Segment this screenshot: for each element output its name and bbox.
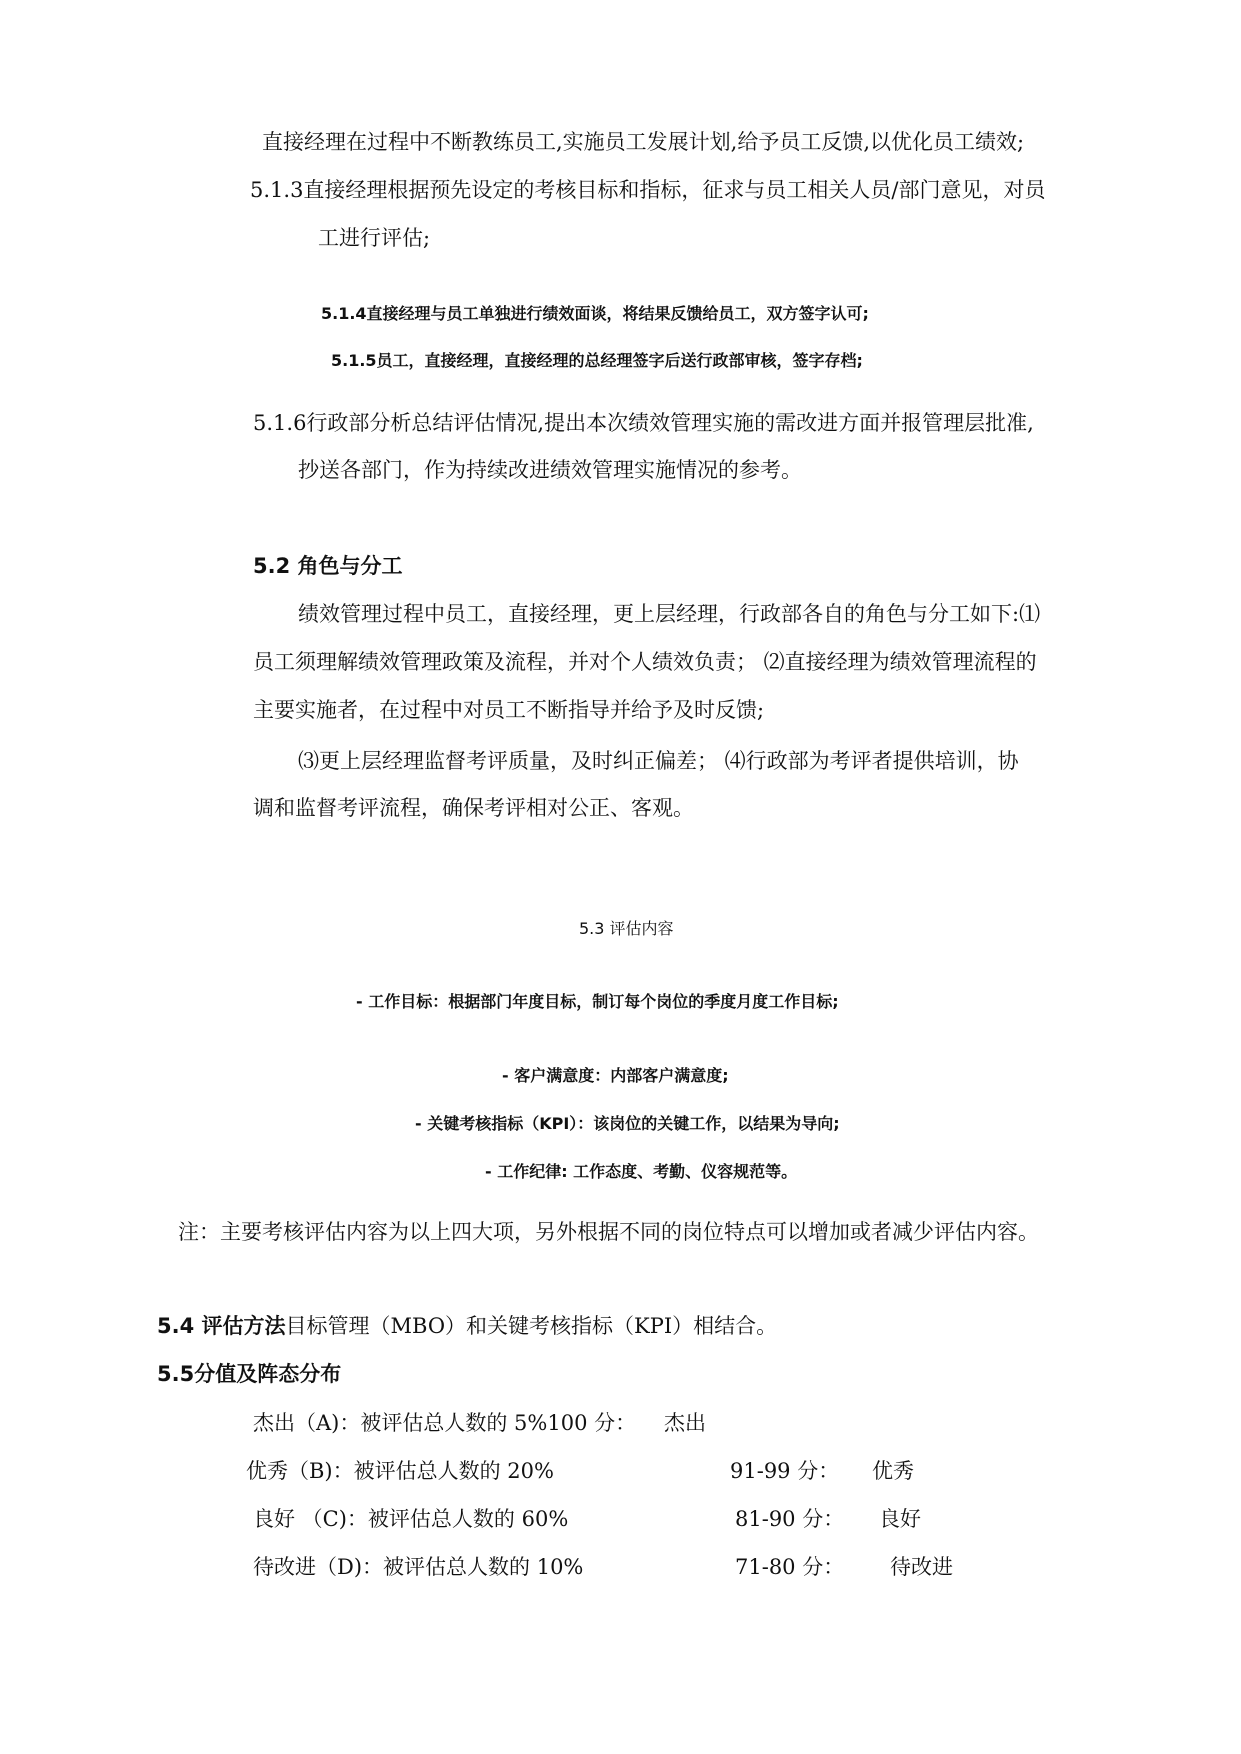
content-item-work-goals: - 工作目标：根据部门年度目标，制订每个岗位的季度月度工作目标; bbox=[356, 992, 839, 1011]
paragraph-5-1-6: 5.1.6行政部分析总结评估情况,提出本次绩效管理实施的需改进方面并报管理层批准, bbox=[253, 411, 1034, 435]
section-5-2-heading: 5.2 角色与分工 bbox=[253, 554, 403, 578]
distribution-row bbox=[0, 1557, 1241, 1581]
content-item-customer-satisfaction: - 客户满意度：内部客户满意度; bbox=[502, 1066, 729, 1085]
section-5-3-heading: 5.3 评估内容 bbox=[579, 919, 674, 938]
row-description: 优秀（B)：被评估总人数的 20% bbox=[246, 1459, 554, 1483]
section-5-4-heading: 5.4 评估方法 bbox=[157, 1314, 286, 1338]
row-label: 优秀 bbox=[872, 1459, 914, 1483]
row-description: 良好 （C)：被评估总人数的 60% bbox=[253, 1507, 569, 1531]
section-5-2-line-4: ⑶更上层经理监督考评质量，及时纠正偏差； ⑷行政部为考评者提供培训，协 bbox=[298, 749, 1019, 773]
paragraph-5-1-4: 5.1.4直接经理与员工单独进行绩效面谈，将结果反馈给员工，双方签字认可; bbox=[321, 304, 869, 323]
paragraph-5-1-3: 5.1.3直接经理根据预先设定的考核目标和指标，征求与员工相关人员/部门意见，对员 bbox=[250, 178, 1046, 202]
paragraph-5-1-6-cont: 抄送各部门，作为持续改进绩效管理实施情况的参考。 bbox=[298, 458, 802, 482]
section-5-5-heading: 5.5分值及阵态分布 bbox=[157, 1362, 342, 1386]
row-score: 81-90 分： bbox=[735, 1507, 845, 1531]
row-label: 良好 bbox=[879, 1507, 921, 1531]
row-score: 71-80 分： bbox=[735, 1555, 845, 1579]
paragraph-coaching: 直接经理在过程中不断教练员工,实施员工发展计划,给予员工反馈,以优化员工绩效; bbox=[262, 130, 1025, 154]
section-5-4-text: 目标管理（MBO）和关键考核指标（KPI）相结合。 bbox=[285, 1314, 778, 1338]
content-item-work-discipline: - 工作纪律: 工作态度、考勤、仪容规范等。 bbox=[485, 1162, 798, 1181]
section-5-4 bbox=[157, 1316, 777, 1337]
distribution-row bbox=[0, 1509, 1241, 1533]
row-description: 待改进（D)：被评估总人数的 10% bbox=[253, 1555, 584, 1579]
section-5-2-line-1: 绩效管理过程中员工，直接经理，更上层经理，行政部各自的角色与分工如下:⑴ bbox=[298, 602, 1041, 626]
paragraph-5-1-3-cont: 工进行评估; bbox=[318, 226, 431, 250]
row-label: 待改进 bbox=[890, 1555, 953, 1579]
content-item-kpi: - 关键考核指标（KPI）：该岗位的关键工作，以结果为导向; bbox=[415, 1114, 840, 1133]
row-label: 杰出 bbox=[664, 1411, 706, 1435]
section-5-2-line-5: 调和监督考评流程，确保考评相对公正、客观。 bbox=[253, 796, 694, 820]
distribution-row bbox=[0, 1413, 1241, 1437]
section-5-3-note: 注：主要考核评估内容为以上四大项，另外根据不同的岗位特点可以增加或者减少评估内容。 bbox=[178, 1220, 1039, 1244]
row-score: 91-99 分： bbox=[730, 1459, 840, 1483]
section-5-2-line-2: 员工须理解绩效管理政策及流程，并对个人绩效负责； ⑵直接经理为绩效管理流程的 bbox=[253, 650, 1037, 674]
paragraph-5-1-5: 5.1.5员工，直接经理，直接经理的总经理签字后送行政部审核，签字存档; bbox=[331, 351, 863, 370]
distribution-row bbox=[0, 1461, 1241, 1485]
row-description: 杰出（A)：被评估总人数的 5%100 分： bbox=[253, 1411, 637, 1435]
section-5-2-line-3: 主要实施者，在过程中对员工不断指导并给予及时反馈; bbox=[253, 698, 765, 722]
